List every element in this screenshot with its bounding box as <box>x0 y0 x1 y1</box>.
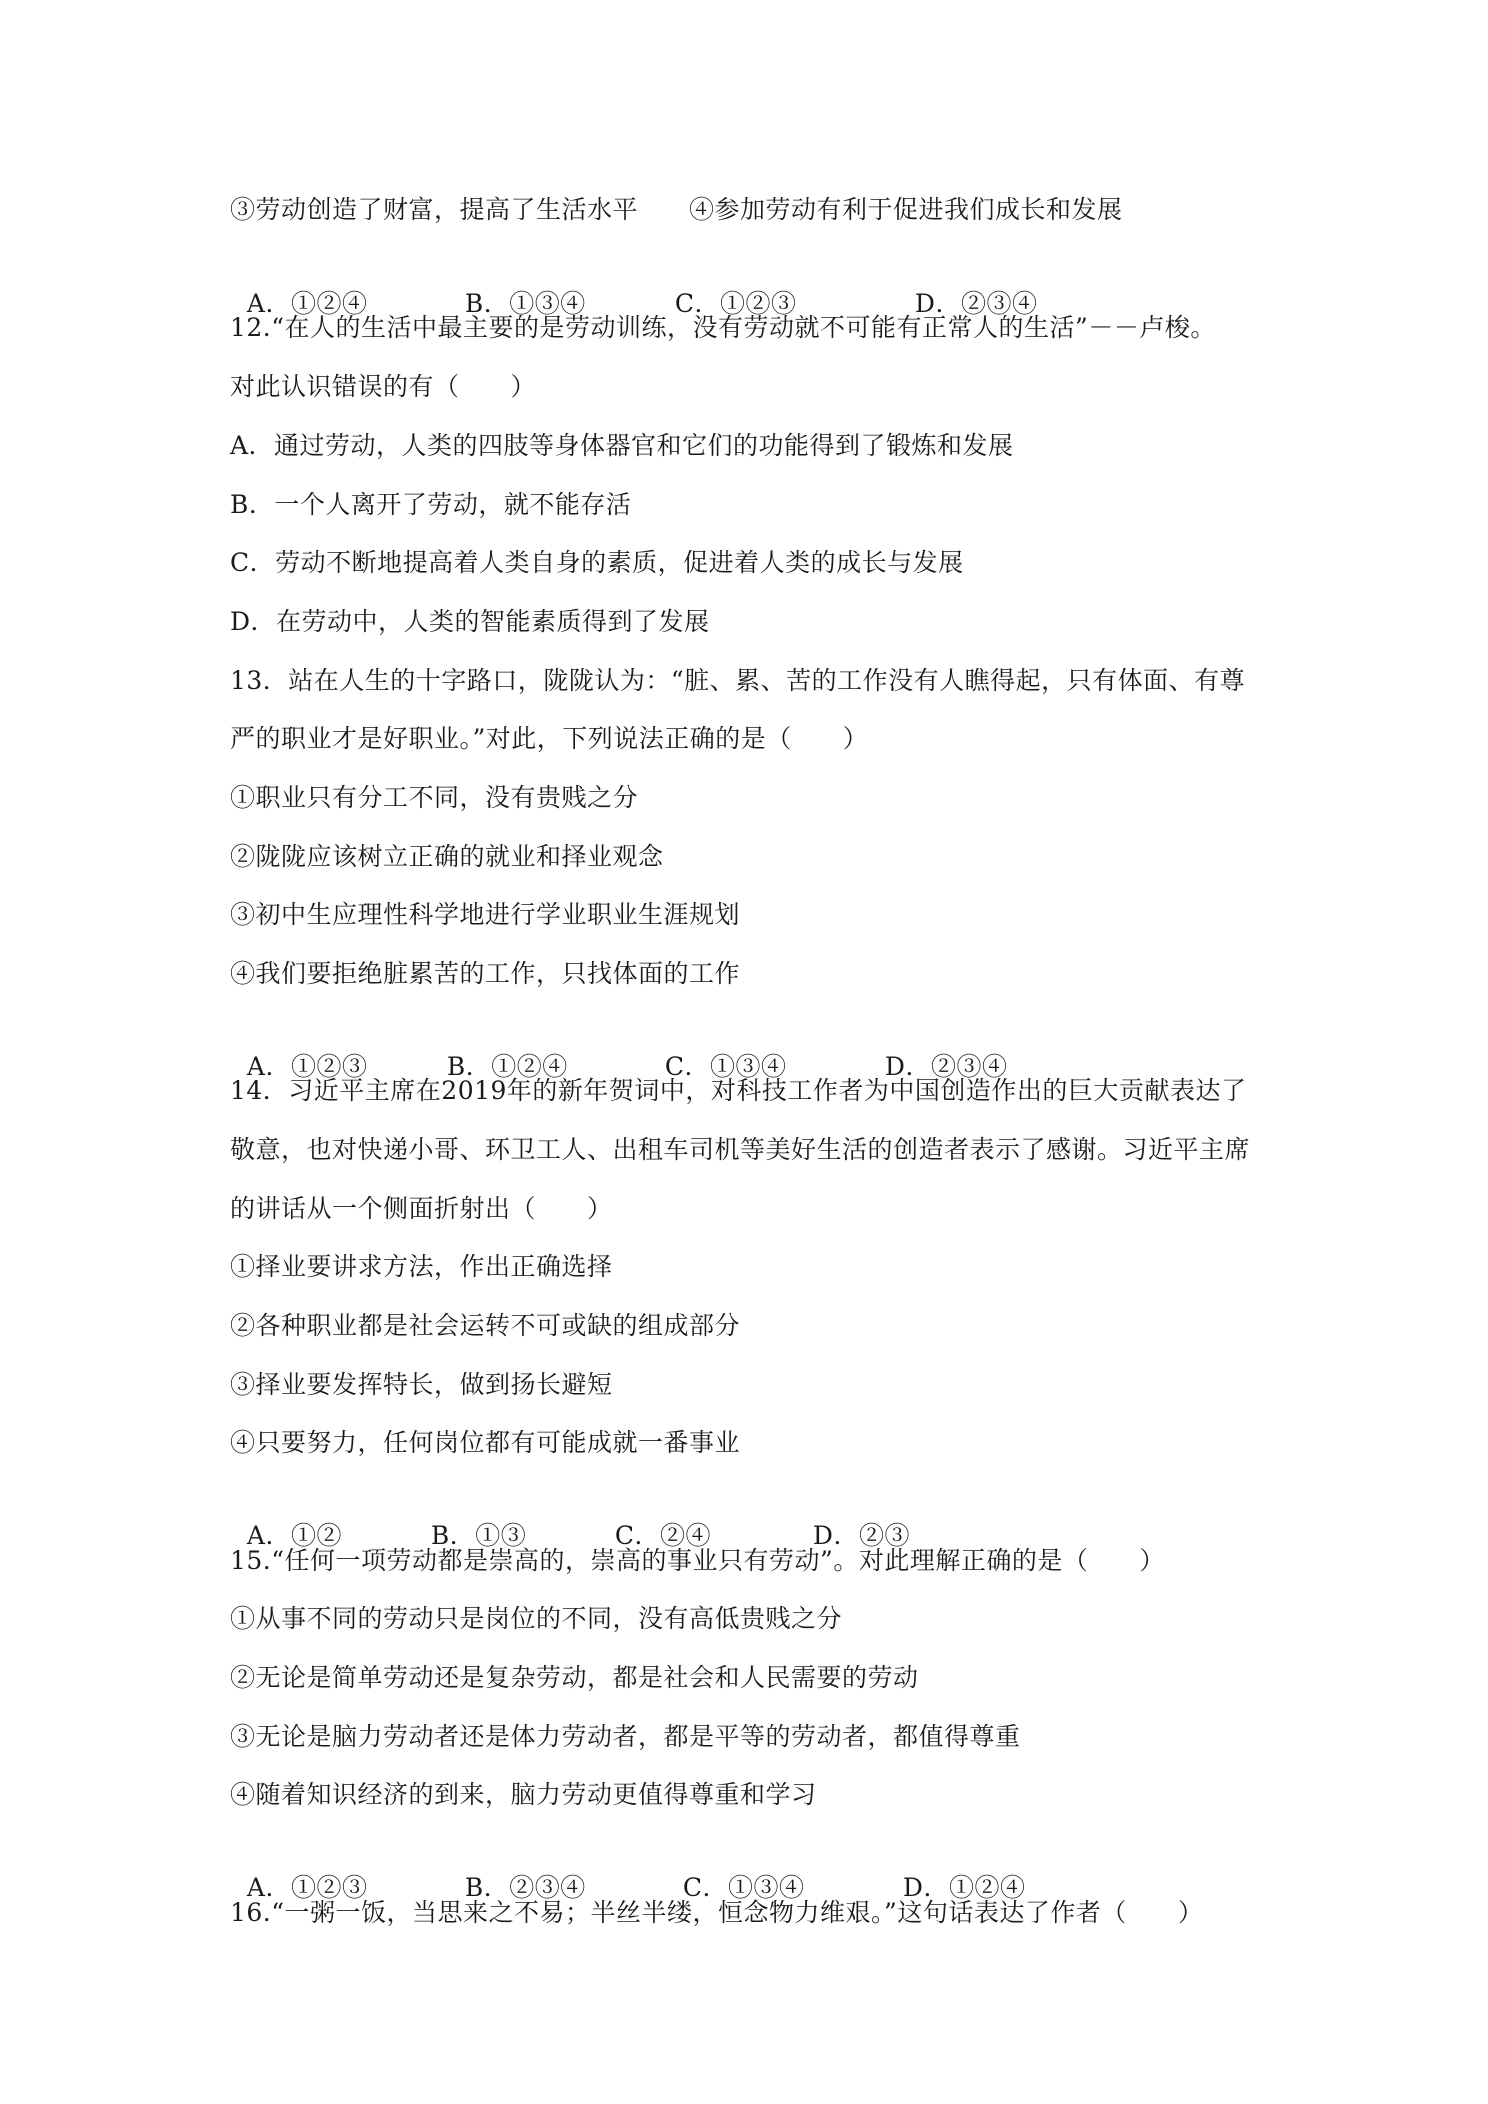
question-13-stem-cont: 严的职业才是好职业。”对此，下列说法正确的是（ ） <box>230 724 869 753</box>
question-15-item-2: ②无论是简单劳动还是复杂劳动，都是社会和人民需要的劳动 <box>230 1663 919 1692</box>
option-b: B．②③④ <box>464 1873 586 1902</box>
option-b: B．①③ <box>430 1521 527 1550</box>
question-13-item-2: ②陇陇应该树立正确的就业和择业观念 <box>230 842 664 871</box>
question-12-option-c: C．劳动不断地提高着人类自身的素质，促进着人类的成长与发展 <box>230 548 964 577</box>
option-d: D．②③ <box>812 1521 910 1550</box>
question-14-item-1: ①择业要讲求方法，作出正确选择 <box>230 1252 613 1281</box>
option-b: B．①③④ <box>464 289 586 318</box>
question-14-item-4: ④只要努力，任何岗位都有可能成就一番事业 <box>230 1428 741 1457</box>
question-15-item-3: ③无论是脑力劳动者还是体力劳动者，都是平等的劳动者，都值得尊重 <box>230 1722 1021 1751</box>
question-12-stem-cont: 对此认识错误的有（ ） <box>230 372 537 401</box>
option-a: A．①②③ <box>246 1873 368 1902</box>
question-13-item-3: ③初中生应理性科学地进行学业职业生涯规划 <box>230 900 741 929</box>
question-12-option-d: D．在劳动中，人类的智能素质得到了发展 <box>230 607 710 636</box>
option-c: C．①③④ <box>664 1052 787 1081</box>
question-14-stem: 14．习近平主席在2019年的新年贺词中，对科技工作者为中国创造作出的巨大贡献表达了 <box>230 1076 1247 1105</box>
option-b: B．①②④ <box>446 1052 568 1081</box>
option-c: C．②④ <box>614 1521 712 1550</box>
question-15-item-1: ①从事不同的劳动只是岗位的不同，没有高低贵贱之分 <box>230 1604 843 1633</box>
question-12-stem: 12.“在人的生活中最主要的是劳动训练，没有劳动就不可能有正常人的生活”－－卢梭。 <box>230 313 1216 342</box>
option-a: A．①②④ <box>246 289 368 318</box>
question-16-stem: 16.“一粥一饭，当思来之不易；半丝半缕，恒念物力维艰。”这句话表达了作者（ ） <box>230 1898 1204 1927</box>
option-a: A．①②③ <box>246 1052 368 1081</box>
option-a: A．①② <box>246 1521 342 1550</box>
option-c: C．①③④ <box>682 1873 805 1902</box>
answer-options <box>230 1485 910 1553</box>
question-13-item-1: ①职业只有分工不同，没有贵贱之分 <box>230 783 639 812</box>
question-12-option-a: A．通过劳动，人类的四肢等身体器官和它们的功能得到了锻炼和发展 <box>230 431 1014 460</box>
question-13-item-4: ④我们要拒绝脏累苦的工作，只找体面的工作 <box>230 959 741 988</box>
question-15-stem: 15.“任何一项劳动都是崇高的，崇高的事业只有劳动”。对此理解正确的是（ ） <box>230 1546 1165 1575</box>
question-13-stem: 13．站在人生的十字路口，陇陇认为：“脏、累、苦的工作没有人瞧得起，只有体面、有尊 <box>230 666 1246 695</box>
option-d: D．②③④ <box>884 1052 1008 1081</box>
text-line: ③劳动创造了财富，提高了生活水平 ④参加劳动有利于促进我们成长和发展 <box>230 195 1123 224</box>
question-14-item-3: ③择业要发挥特长，做到扬长避短 <box>230 1370 613 1399</box>
option-d: D．①②④ <box>902 1873 1026 1902</box>
question-15-item-4: ④随着知识经济的到来，脑力劳动更值得尊重和学习 <box>230 1780 817 1809</box>
answer-options <box>230 1837 1025 1905</box>
question-12-option-b: B．一个人离开了劳动，就不能存活 <box>230 490 632 519</box>
question-14-stem-cont: 的讲话从一个侧面折射出（ ） <box>230 1194 613 1223</box>
question-14-item-2: ②各种职业都是社会运转不可或缺的组成部分 <box>230 1311 741 1340</box>
option-c: C．①②③ <box>674 289 797 318</box>
question-14-stem-cont: 敬意，也对快递小哥、环卫工人、出租车司机等美好生活的创造者表示了感谢。习近平主席 <box>230 1135 1251 1164</box>
option-d: D．②③④ <box>914 289 1038 318</box>
